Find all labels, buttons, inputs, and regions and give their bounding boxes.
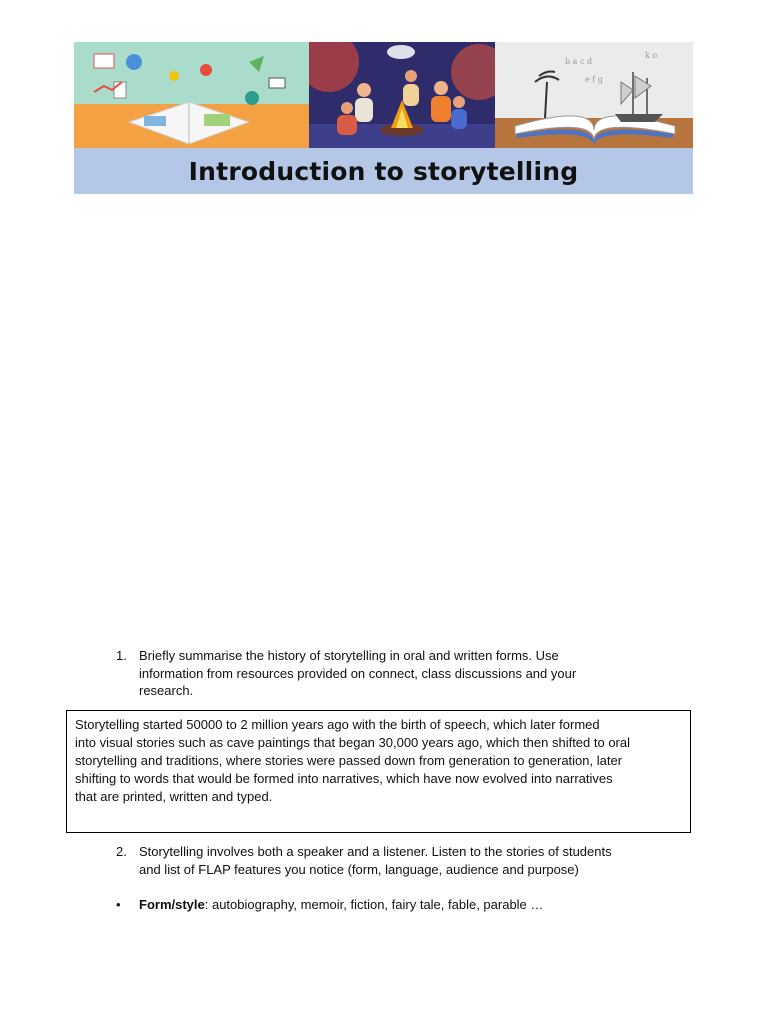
campfire-storytelling-image xyxy=(309,42,495,148)
question-line: and list of FLAP features you notice (form, language, audience and purpose) xyxy=(139,861,579,877)
question-text xyxy=(139,843,612,878)
svg-text:k o: k o xyxy=(645,51,658,60)
header-banner xyxy=(74,42,693,194)
bullet-icon: • xyxy=(116,897,121,912)
question-number: 2. xyxy=(116,844,127,859)
svg-text:b a c d: b a c d xyxy=(565,57,593,66)
question-1 xyxy=(116,647,676,701)
answer-line: that are printed, written and typed. xyxy=(75,789,273,804)
education-collage-image xyxy=(74,42,309,148)
page-title: Introduction to storytelling xyxy=(188,156,579,186)
answer-box[interactable] xyxy=(66,710,691,833)
answer-line: Storytelling started 50000 to 2 million years ago with the birth of speech, which later formed xyxy=(75,717,600,732)
svg-text:e f g: e f g xyxy=(585,75,603,84)
question-line: information from resources provided on connect, class discussions and your xyxy=(139,665,577,681)
question-line: Briefly summarise the history of storytelling in oral and written forms. Use xyxy=(139,648,559,663)
open-book-ship-image xyxy=(495,42,693,148)
title-bar xyxy=(74,148,693,194)
question-text xyxy=(139,647,576,700)
bullet-text xyxy=(139,896,543,913)
question-number: 1. xyxy=(116,648,127,663)
bullet-content: : autobiography, memoir, fiction, fairy tale, fable, parable … xyxy=(204,897,544,912)
answer-line: storytelling and traditions, where stories were passed down from generation to generation, later xyxy=(75,753,623,768)
question-line: research. xyxy=(139,683,194,698)
question-2 xyxy=(116,843,676,879)
bullet-label: Form/style xyxy=(139,897,205,912)
question-line: Storytelling involves both a speaker and a listener. Listen to the stories of students xyxy=(139,844,612,859)
answer-line: into visual stories such as cave paintings that began 30,000 years ago, which then shifted to oral xyxy=(75,735,631,750)
answer-line: shifting to words that would be formed into narratives, which have now evolved into narratives xyxy=(75,771,613,786)
